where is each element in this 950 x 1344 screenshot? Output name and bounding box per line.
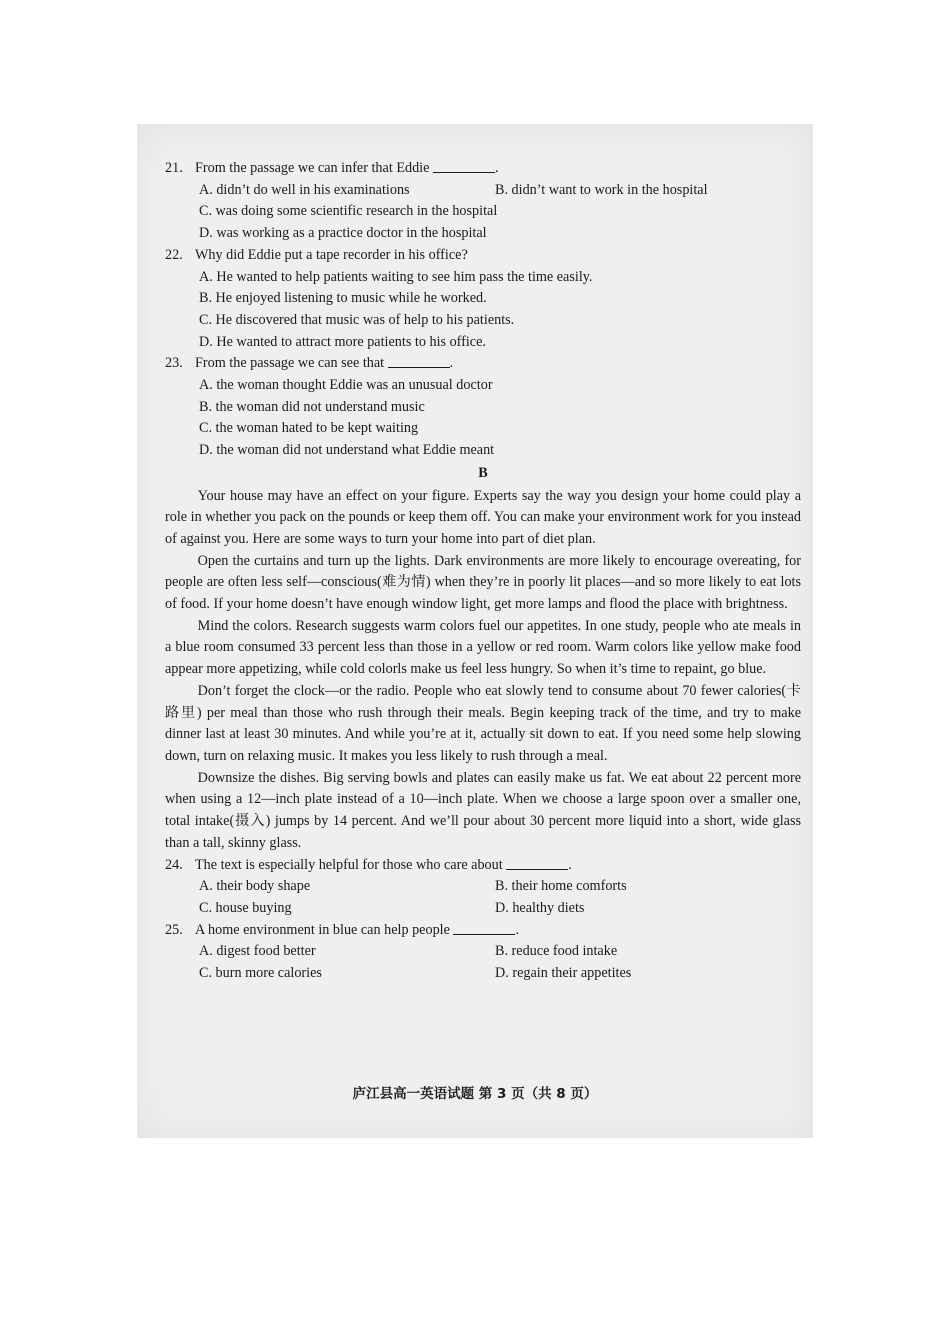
option: B. their home comforts [495,878,627,895]
option: B. didn’t want to work in the hospital [495,181,708,198]
passage-paragraph: Your house may have an effect on your figure. Experts say the way you design your home could play a role in whether you pack on the pounds or keep them off. You can make your environment work for you instead of against you. Here are some ways to turn your home into part of diet plan. [165,487,801,547]
question-number: 24. [165,856,183,873]
option: D. He wanted to attract more patients to his office. [199,333,486,350]
question-stem: From the passage we can see that [195,355,385,372]
question-stem: Why did Eddie put a tape recorder in his office? [195,246,468,263]
option: C. He discovered that music was of help to his patients. [199,311,515,328]
option: D. healthy diets [495,899,585,916]
question-24: 24. The text is especially helpful for those who care about . [165,855,801,877]
options-row [165,180,801,202]
question-25: 25. A home environment in blue can help people . [165,920,801,942]
option: C. burn more calories [199,965,322,982]
passage-paragraph: Mind the colors. Research suggests warm colors fuel our appetites. In one study, people who ate meals in a blue room consumed 33 percent less than those in a yellow or red room. Warm colors like yellow make food appear more appetizing, while cold colorls make us feel less hungry. So when it’s time to repaint, go blue. [165,617,801,678]
question-number: 21. [165,160,183,176]
question-stem: The text is especially helpful for those who care about [195,856,503,873]
option: B. He enjoyed listening to music while he worked. [199,290,487,307]
answer-blank [506,855,568,870]
answer-blank [388,353,450,368]
question-stem: A home environment in blue can help people [195,921,450,938]
passage-paragraph: Don’t forget the clock—or the radio. People who eat slowly tend to consume about 70 fewer calories(卡路里) per meal than those who rush through their meals. Begin keeping track of the time, and try to make dinner last at least 30 minutes. And while you’re at it, actually sit down to eat. If you need some help slowing down, turn on relaxing music. It makes you less likely to rush through a meal. [165,682,801,764]
option: A. He wanted to help patients waiting to see him pass the time easily. [199,268,593,285]
options-row [165,941,801,963]
question-22 [165,245,801,267]
question-number: 22. [165,246,183,263]
option: D. was working as a practice doctor in the hospital [199,225,487,242]
passage-paragraph: Downsize the dishes. Big serving bowls and plates can easily make us fat. We eat about 22 percent more when using a 12—inch plate instead of a 10—inch plate. When we choose a large spoon over a smaller one, total intake(摄入) jumps by 14 percent. And we’ll pour about 30 percent more liquid into a short, wide glass than a tall, skinny glass. [165,769,801,851]
options-row [165,898,801,920]
option: C. the woman hated to be kept waiting [199,420,419,437]
question-21: 21. From the passage we can infer that Eddie . [165,158,801,180]
answer-blank [453,920,515,935]
question-number: 23. [165,355,183,372]
option: B. reduce food intake [495,943,618,960]
option: A. their body shape [199,878,311,895]
passage-paragraph: Open the curtains and turn up the lights. Dark environments are more likely to encourage overeating, for people are often less self—conscious(难为情) when they’re in poorly lit places—and so more likely to eat lots of food. If your home doesn’t have enough window light, get more lamps and flood the place with brightness. [165,552,801,613]
answer-blank [433,158,495,173]
page-footer: 庐江县高一英语试题 第 3 页（共 8 页） [352,1086,598,1102]
option: D. the woman did not understand what Eddie meant [199,442,495,459]
question-number: 25. [165,921,183,938]
option: A. digest food better [199,943,316,960]
question-23: 23. From the passage we can see that . [165,353,801,375]
option: C. house buying [199,899,292,916]
option: D. regain their appetites [495,965,632,982]
option: A. didn’t do well in his examinations [199,181,410,198]
options-row [165,963,801,985]
section-title: B [478,464,488,481]
options-row [165,876,801,898]
option: A. the woman thought Eddie was an unusual doctor [199,377,493,394]
exam-content [165,158,801,985]
option: C. was doing some scientific research in the hospital [199,203,498,220]
option: B. the woman did not understand music [199,398,425,415]
question-stem: From the passage we can infer that Eddie [195,160,430,176]
